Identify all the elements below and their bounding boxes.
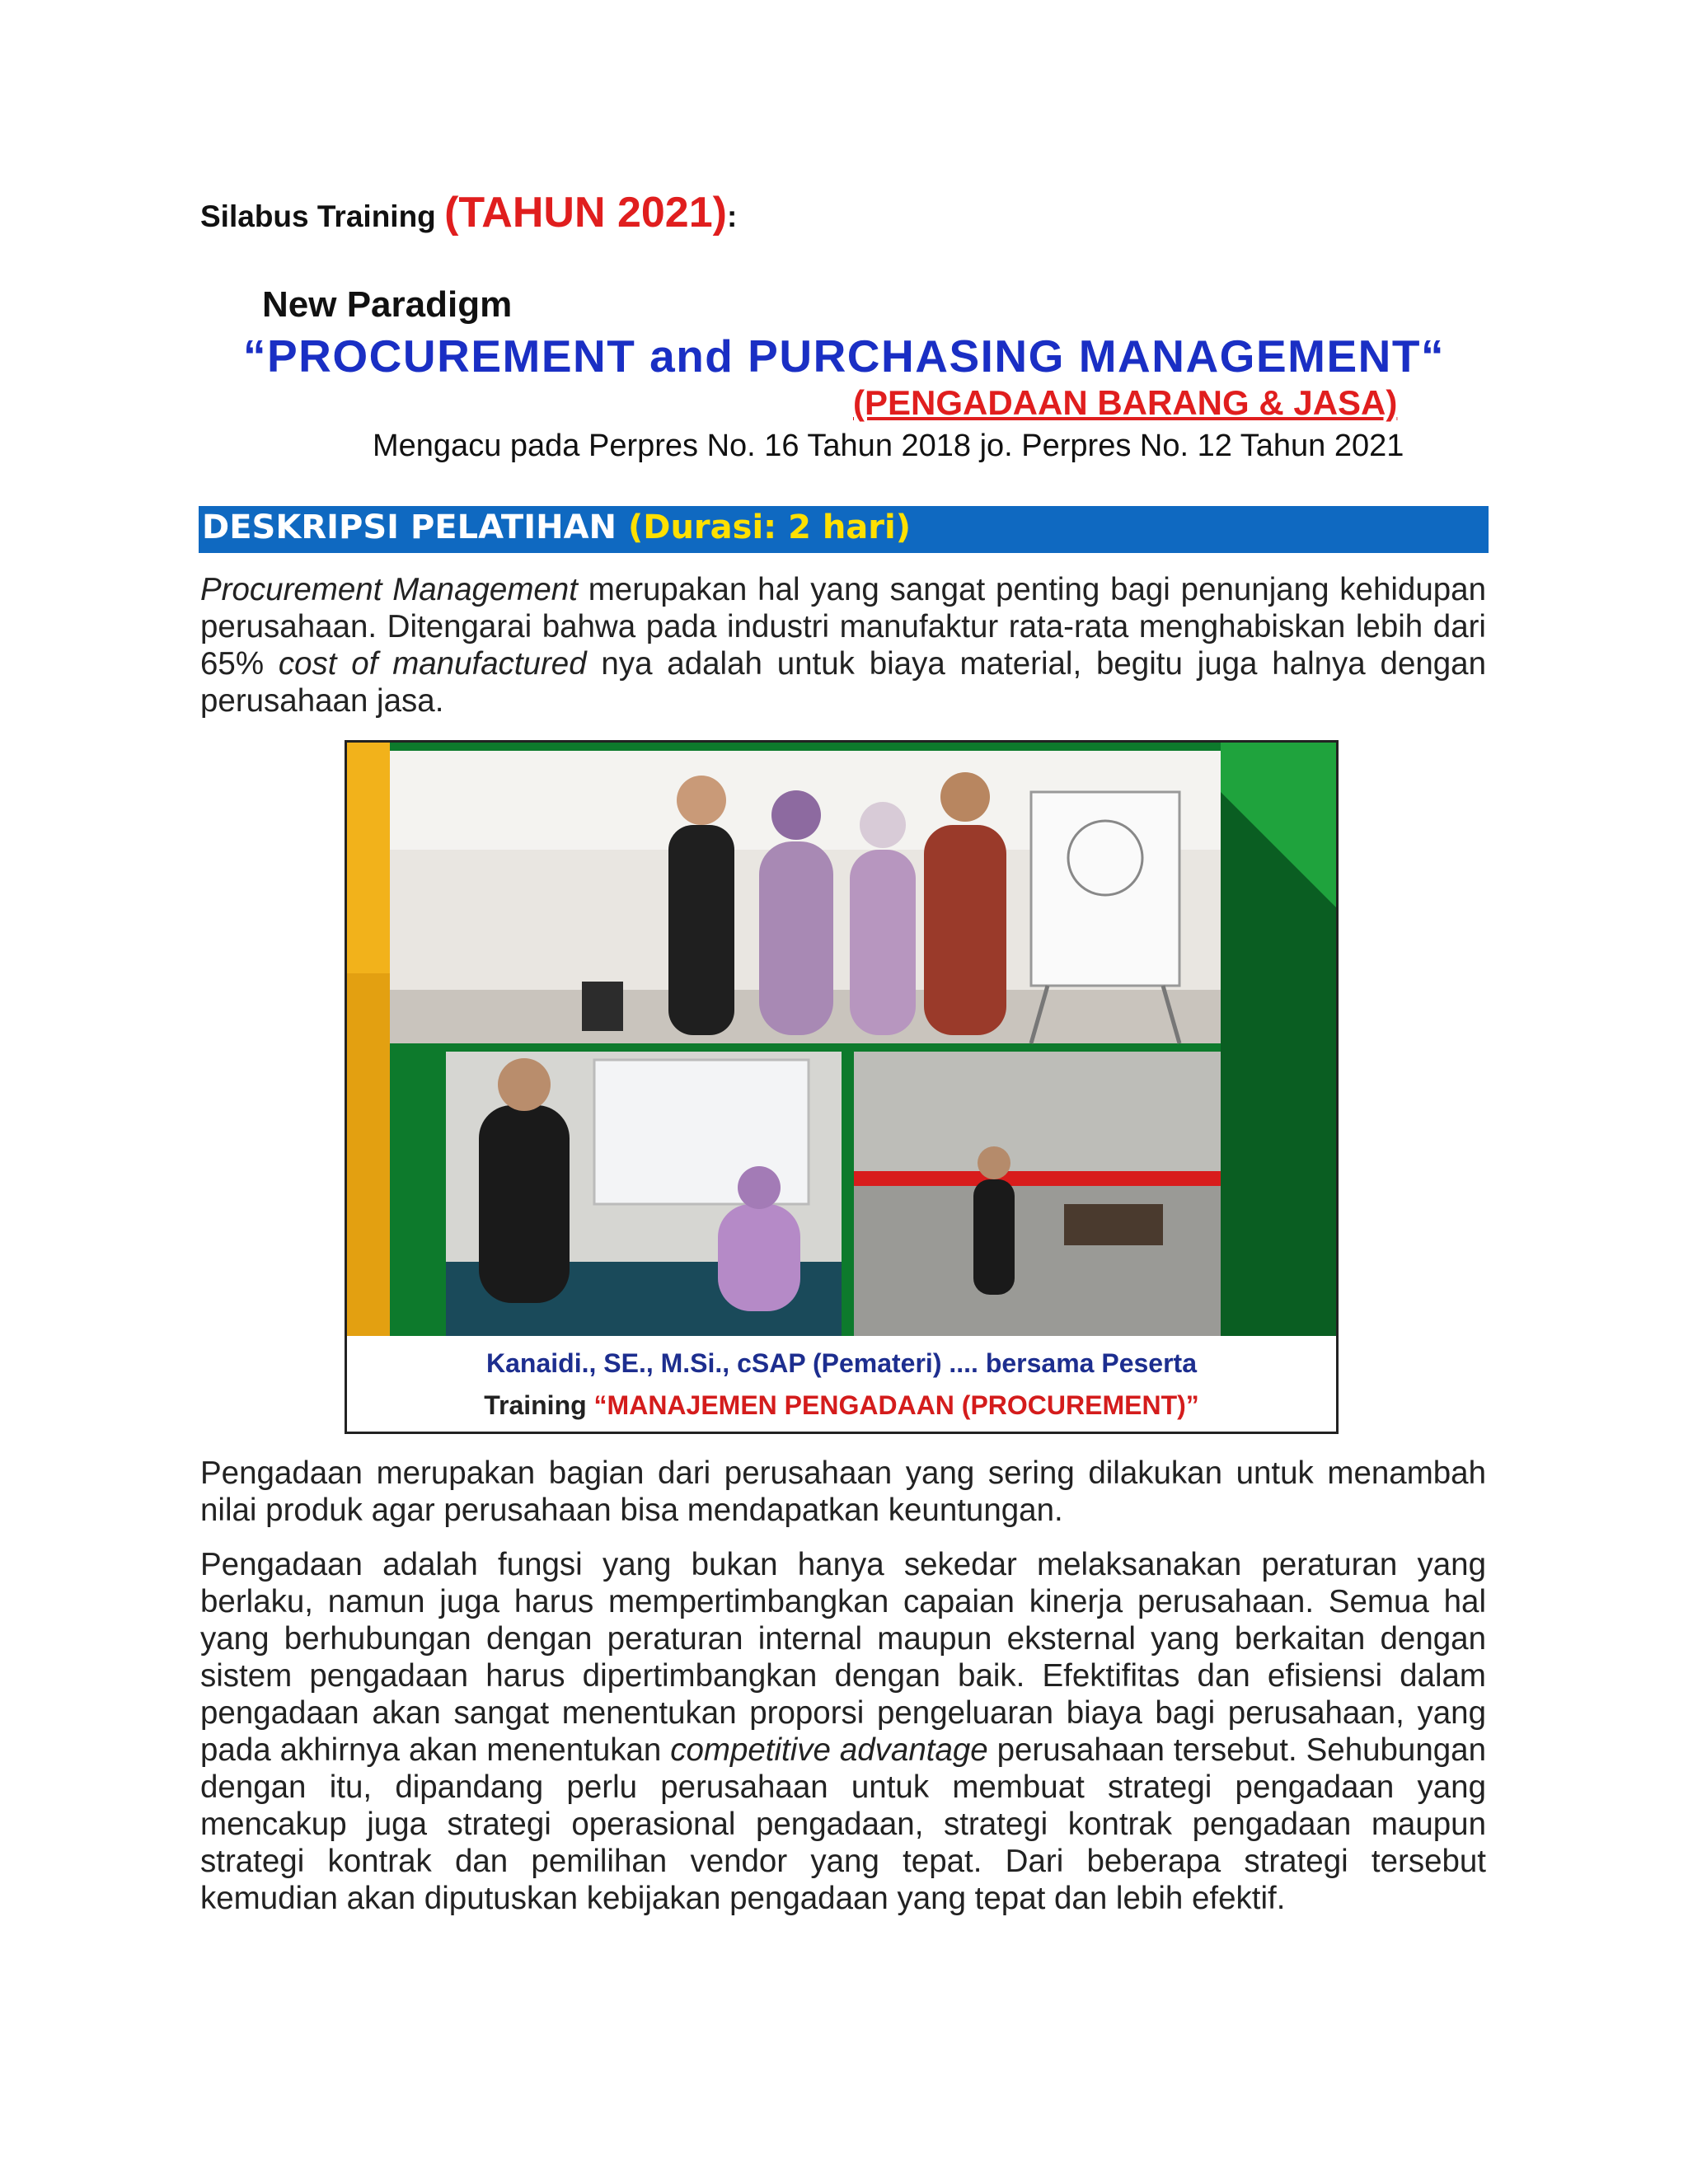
section-heading-bar — [199, 506, 1489, 553]
section-duration: (Durasi: 2 hari) — [627, 509, 912, 546]
p3-term: competitive advantage — [670, 1732, 988, 1768]
caption-highlight: “MANAJEMEN PENGADAAN (PROCUREMENT)” — [593, 1390, 1199, 1420]
description-paragraph-1 — [200, 571, 1486, 719]
p1-text-2: nya adalah untuk biaya material, begitu juga halnya dengan perusahaan jasa. — [200, 646, 1486, 719]
p1-text-1: merupakan hal yang sangat penting bagi penunjang kehidupan perusahaan. Ditengarai bahwa pada industri manufaktur rata-rata menghabiskan lebih dari 65% — [200, 572, 1486, 682]
training-photo-collage — [345, 740, 1339, 1434]
subtitle: (PENGADAAN BARANG & JASA) — [853, 383, 1398, 422]
description-paragraph-3 — [200, 1546, 1486, 1917]
p1-term: Procurement Management — [200, 572, 578, 607]
new-paradigm-label: New Paradigm — [262, 284, 513, 325]
photo-caption-line-2 — [347, 1390, 1336, 1421]
photo-caption-line-1: Kanaidi., SE., M.Si., cSAP (Pemateri) .... bersama Peserta — [486, 1348, 1197, 1378]
description-paragraph-2: Pengadaan merupakan bagian dari perusahaan yang sering dilakukan untuk menambah nilai produk agar perusahaan bisa mendapatkan keuntungan. — [200, 1455, 1486, 1528]
silabus-year: (TAHUN 2021) — [444, 189, 727, 237]
p3-text-1: Pengadaan adalah fungsi yang bukan hanya sekedar melaksanakan peraturan yang berlaku, namun juga harus mempertimbangkan capaian kinerja perusahaan. Semua hal yang berhubungan dengan peraturan internal maupun eksternal yang berkaitan dengan sistem pengadaan harus dipertimbangkan dengan baik. Efektifitas dan efisiensi dalam pengadaan akan sangat menentukan proporsi pengeluaran biaya bagi perusahaan, yang pada akhirnya akan menentukan — [200, 1547, 1486, 1768]
main-title: “PROCUREMENT and PURCHASING MANAGEMENT“ — [243, 330, 1445, 382]
section-heading — [202, 509, 911, 546]
photo-collage-image — [347, 743, 1336, 1432]
silabus-label: Silabus Training — [200, 199, 436, 233]
p3-text-2: perusahaan tersebut. Sehubungan dengan itu, dipandang perlu perusahaan untuk membuat strategi pengadaan yang mencakup juga strategi operasional pengadaan, strategi kontrak pengadaan maupun strategi kontrak dan pemilihan vendor yang tepat. Dari beberapa strategi tersebut kemudian akan diputuskan kebijakan pengadaan yang tepat dan lebih efektif. — [200, 1732, 1486, 1916]
p1-term-2: cost of manufactured — [278, 646, 587, 682]
silabus-colon: : — [726, 199, 738, 233]
caption-prefix: Training — [484, 1390, 594, 1420]
silabus-line — [200, 188, 737, 237]
regulation-reference: Mengacu pada Perpres No. 16 Tahun 2018 jo. Perpres No. 12 Tahun 2021 — [373, 429, 1404, 463]
section-heading-text: DESKRIPSI PELATIHAN — [202, 509, 617, 546]
